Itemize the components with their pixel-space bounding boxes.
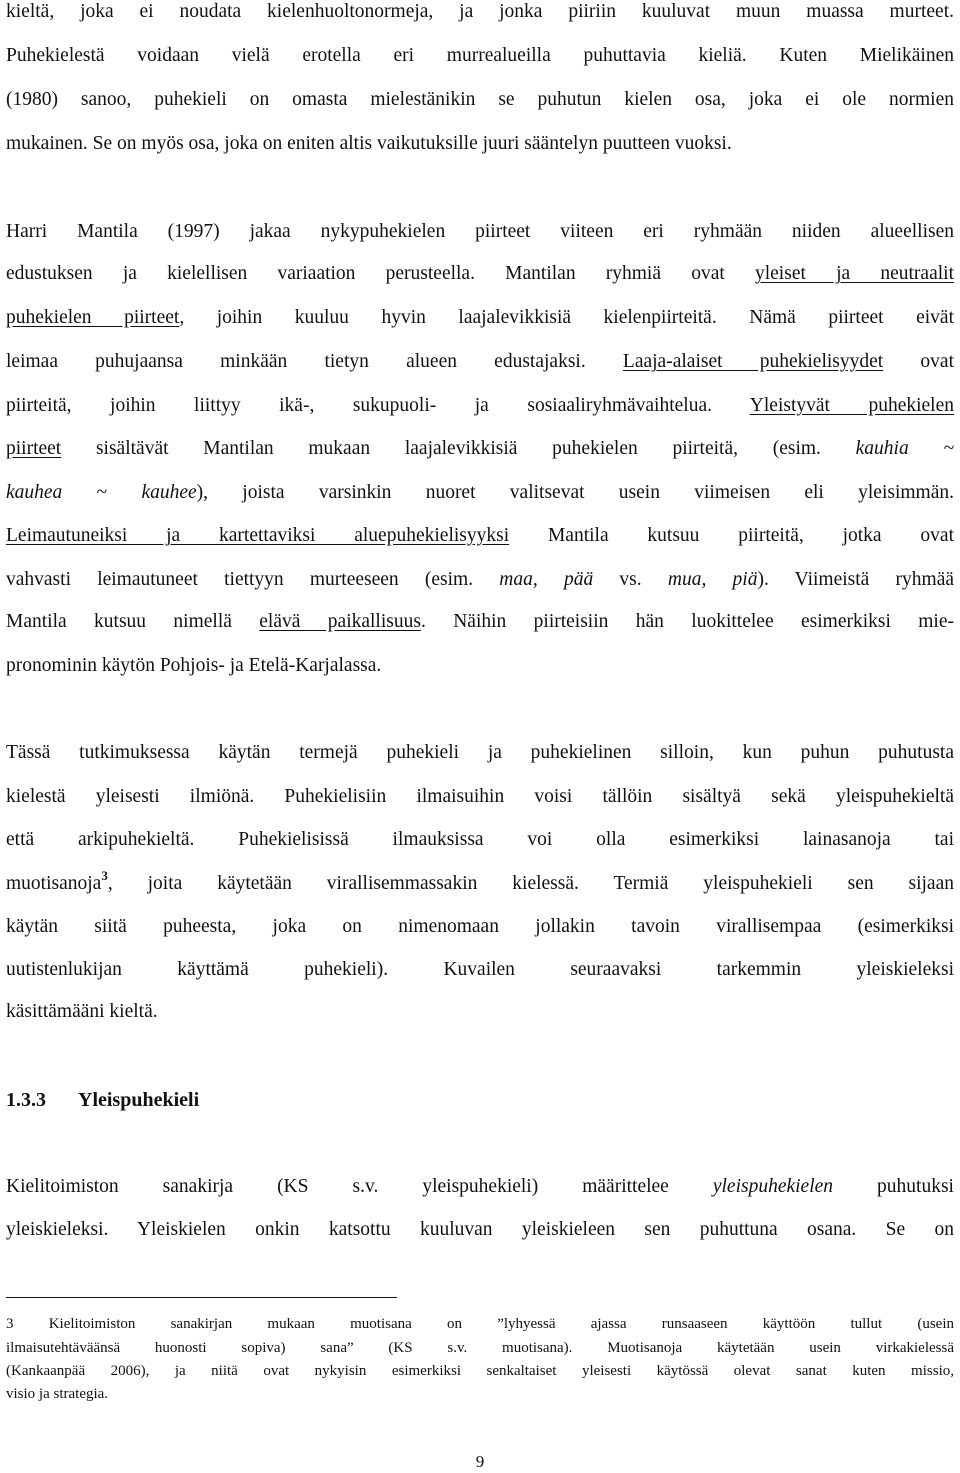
text-line <box>6 1000 954 1024</box>
italic-example: kauhea <box>6 482 63 503</box>
text-span: Tässä tutkimuksessa käytän termejä puhekieli ja puhekielinen silloin, kun puhun puhutusta <box>6 742 954 763</box>
footnote-line <box>6 1338 954 1359</box>
text-span: käytän siitä puheesta, joka on nimenomaan jollakin tavoin virallisempaa (esimerkiksi <box>6 916 954 937</box>
underlined-term: puhekielen piirteet <box>6 307 180 328</box>
text-line <box>6 220 954 244</box>
text-span: että arkipuhekieltä. Puhekielisissä ilmauksissa voi olla esimerkiksi lainasanoja tai <box>6 829 954 850</box>
text-span: . Näihin piirteisiin hän luokittelee esimerkiksi mie- <box>420 611 954 632</box>
text-span: Mantila kutsuu piirteitä, jotka ovat <box>509 525 954 546</box>
text-span: kieltä, joka ei noudata kielenhuoltonormeja, ja jonka piiriin kuuluvat muun muassa murteet. <box>6 1 954 22</box>
text-line <box>6 610 954 634</box>
underlined-term: elävä paikallisuus <box>259 611 421 632</box>
text-span: puhutuksi <box>833 1176 954 1197</box>
text-line <box>6 828 954 852</box>
text-line <box>6 654 954 678</box>
footnote-line <box>6 1384 954 1405</box>
text-span: Mantilan ryhmiä ovat <box>474 263 755 284</box>
italic-example: kauhia ~ <box>855 438 954 459</box>
text-line <box>6 958 954 982</box>
text-span: yleiskieleksi. Yleiskielen onkin katsottu kuuluvan yleiskieleen sen puhuttuna osana. Se on <box>6 1219 954 1240</box>
italic-term: yleispuhekielen <box>712 1176 834 1197</box>
text-span: 3 Kielitoimiston sanakirjan mukaan muotisana on ”lyhyessä ajassa runsaaseen käyttöön tullut (usein <box>6 1316 954 1332</box>
text-line <box>6 306 954 330</box>
underlined-term: piirteet <box>6 438 62 459</box>
text-span: edustuksen ja kielellisen variaation perusteella. <box>6 263 475 284</box>
footnote-separator <box>6 1297 397 1298</box>
underlined-term: Leimautuneiksi ja kartettaviksi aluepuhekielisyyksi <box>6 525 510 546</box>
italic-example: kauhee <box>141 482 197 503</box>
section-heading <box>6 1086 199 1114</box>
text-line <box>6 481 954 505</box>
text-span: Kielitoimiston sanakirja (KS s.v. yleispuhekieli) määrittelee <box>6 1176 713 1197</box>
underlined-term: Yleistyvät puhekielen <box>749 395 955 416</box>
text-span: Harri Mantila (1997) jakaa nykypuhekielen piirteet viiteen eri ryhmään niiden alueellisen <box>6 221 954 242</box>
text-span: vs. <box>593 569 668 590</box>
text-line <box>6 44 954 68</box>
text-line <box>6 437 954 461</box>
text-line <box>6 350 954 374</box>
italic-example: maa, pää <box>499 569 594 590</box>
text-span: (1980) sanoo, puhekieli on omasta mielestänikin se puhutun kielen osa, joka ei ole normien <box>6 89 954 110</box>
text-line <box>6 568 954 592</box>
text-span: visio ja strategia. <box>6 1386 109 1402</box>
text-span: sisältävät Mantilan mukaan laajalevikkisiä puhekielen piirteitä, (esim. <box>61 438 856 459</box>
text-span: mukainen. Se on myös osa, joka on eniten altis vaikutuksille juuri sääntelyn puutteen vuoksi. <box>6 133 732 154</box>
footnote-line <box>6 1314 954 1335</box>
text-span: leimaa puhujaansa minkään tietyn alueen edustajaksi. <box>6 351 623 372</box>
text-span: kielestä yleisesti ilmiönä. Puhekielisiin ilmaisuihin voisi tällöin sisältyä sekä yleispuhekieltä <box>6 786 954 807</box>
underlined-term: Laaja-alaiset puhekielisyydet <box>622 351 884 372</box>
text-line <box>6 0 954 24</box>
text-span: ). Viimeistä ryhmää <box>757 569 955 590</box>
text-line <box>6 1218 954 1242</box>
text-line <box>6 741 954 765</box>
text-span: käsittämääni kieltä. <box>6 1001 158 1022</box>
text-span: uutistenlukijan käyttämä puhekieli). Kuvailen seuraavaksi tarkemmin yleiskieleksi <box>6 959 954 980</box>
text-span: (Kankaanpää 2006), ja niitä ovat nykyisin esimerkiksi senkaltaiset yleisesti käytössä olevat sanat kuten missio, <box>6 1363 954 1379</box>
footnote-reference: 3 <box>101 868 108 883</box>
underlined-term: yleiset ja neutraalit <box>754 263 954 284</box>
text-span: , joita käytetään virallisemmassakin kielessä. Termiä yleispuhekieli sen sijaan <box>107 873 954 894</box>
text-span: Puhekielestä voidaan vielä erotella eri murrealueilla puhuttavia kieliä. Kuten Mielikäinen <box>6 45 954 66</box>
italic-example: mua, piä <box>667 569 758 590</box>
text-line <box>6 915 954 939</box>
text-span: ovat <box>883 351 954 372</box>
text-line <box>6 88 954 112</box>
text-span: ilmaisutehtäväänsä huonosti sopiva) sana” (KS s.v. muotisana). Muotisanoja käytetään usein virkakielessä <box>6 1340 954 1356</box>
text-line <box>6 1175 954 1199</box>
text-span: Mantila kutsuu nimellä <box>6 611 260 632</box>
footnote-line <box>6 1361 954 1382</box>
page-number: 9 <box>475 1452 485 1471</box>
section-number: 1.3.3 <box>6 1089 46 1111</box>
text-span: ), joista varsinkin nuoret valitsevat usein viimeisen eli yleisimmän. <box>196 482 954 503</box>
text-span: , joihin kuuluu hyvin laajalevikkisiä kielenpiirteitä. Nämä piirteet eivät <box>179 307 954 328</box>
text-line <box>6 394 954 418</box>
text-span: piirteitä, joihin liittyy ikä-, sukupuoli- ja sosiaaliryhmävaihtelua. <box>6 395 750 416</box>
text-span: vahvasti leimautuneet tiettyyn murteeseen (esim. <box>6 569 500 590</box>
text-span: ~ <box>62 482 142 503</box>
text-line <box>6 262 954 286</box>
text-line <box>6 868 954 896</box>
text-span: pronominin käytön Pohjois- ja Etelä-Karjalassa. <box>6 655 382 676</box>
text-line <box>6 785 954 809</box>
text-span: muotisanoja <box>6 873 102 894</box>
text-line <box>6 524 954 548</box>
text-line <box>6 132 954 156</box>
section-title: Yleispuhekieli <box>78 1089 200 1111</box>
